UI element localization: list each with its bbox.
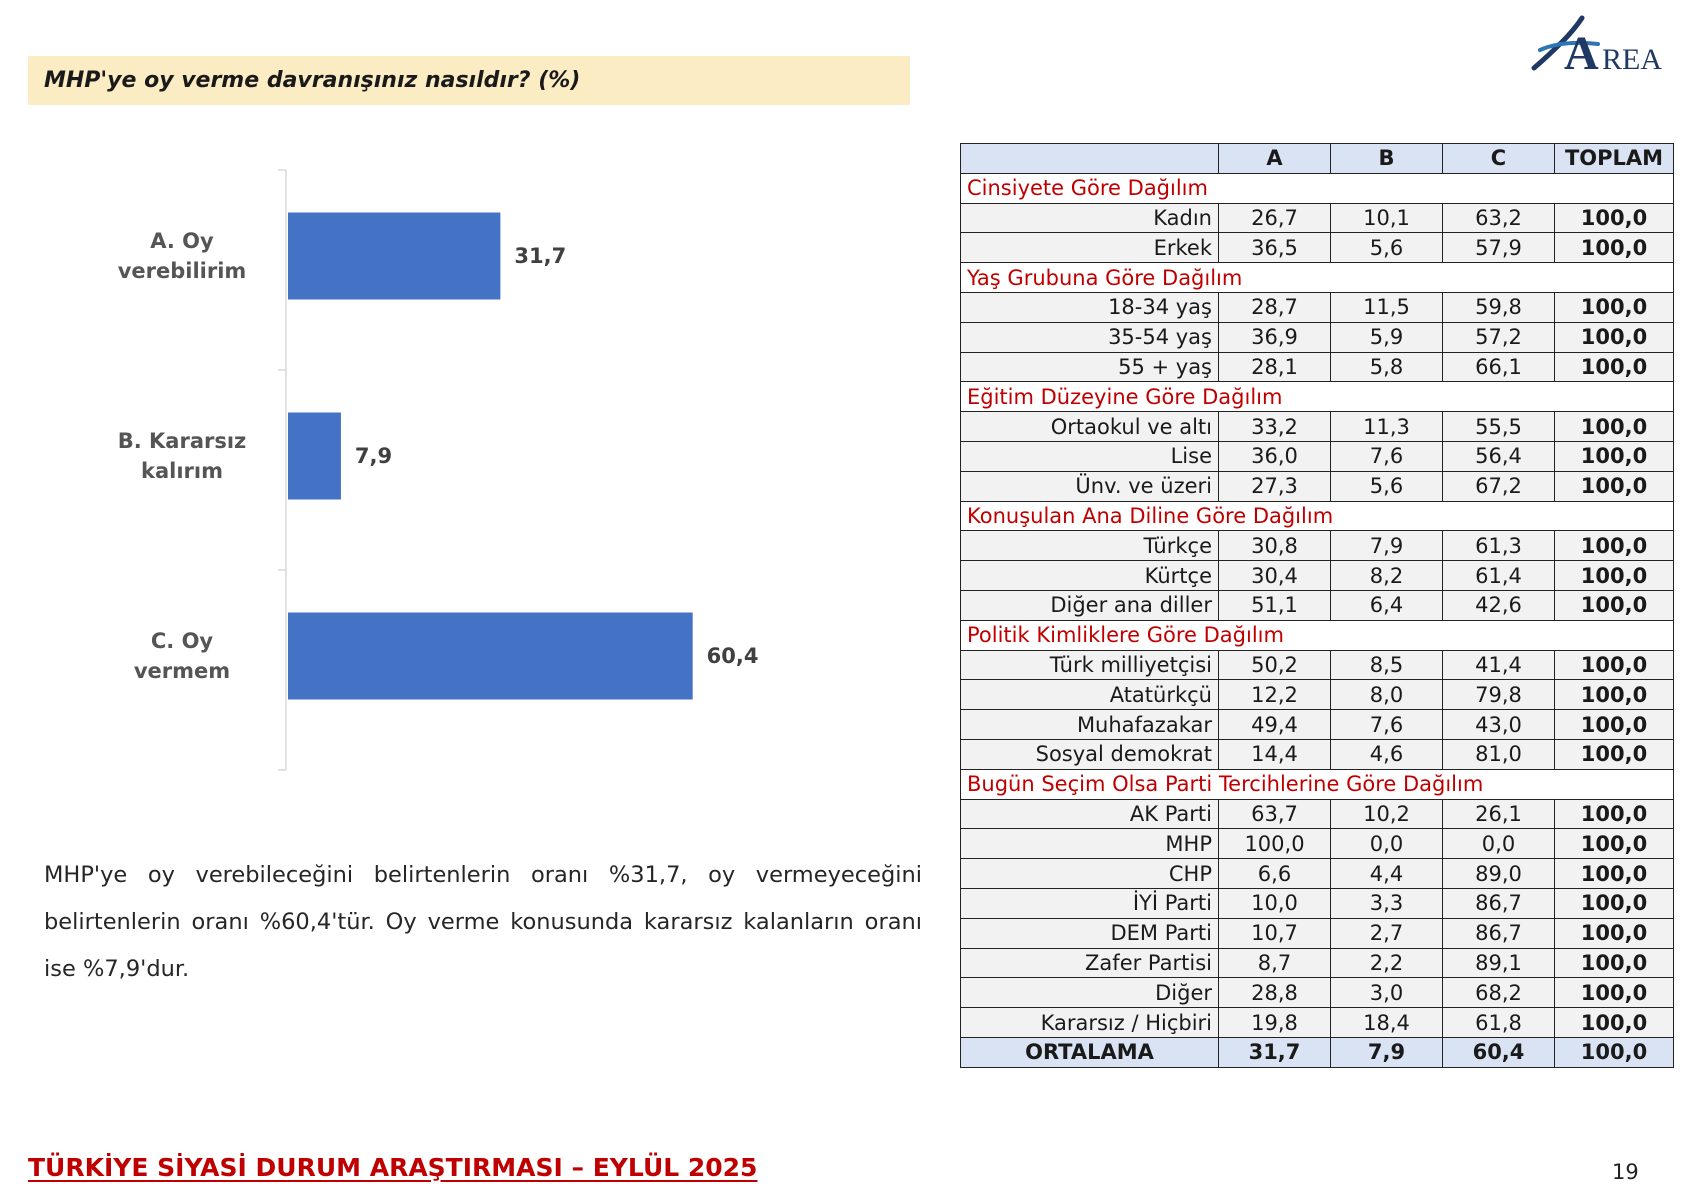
row-label: Ünv. ve üzeri <box>961 471 1219 501</box>
cell-b: 8,2 <box>1331 561 1443 591</box>
cell-b: 10,1 <box>1331 203 1443 233</box>
table-row <box>961 918 1674 948</box>
row-label: Kadın <box>961 203 1219 233</box>
cell-c: 0,0 <box>1443 829 1555 859</box>
cell-total: 100,0 <box>1555 1008 1674 1038</box>
row-label: AK Parti <box>961 799 1219 829</box>
category-label: kalırım <box>141 459 223 483</box>
table-row <box>961 203 1674 233</box>
bar <box>288 413 341 500</box>
cell-b: 5,6 <box>1331 471 1443 501</box>
cell-total: 100,0 <box>1555 948 1674 978</box>
cell-c: 68,2 <box>1443 978 1555 1008</box>
cell-a: 28,1 <box>1219 352 1331 382</box>
table-row <box>961 888 1674 918</box>
row-label: Diğer <box>961 978 1219 1008</box>
cell-a: 30,8 <box>1219 531 1331 561</box>
table-row <box>961 739 1674 769</box>
cell-a: 36,9 <box>1219 322 1331 352</box>
cell-c: 55,5 <box>1443 412 1555 442</box>
area-logo <box>1528 12 1688 78</box>
row-label: Atatürkçü <box>961 680 1219 710</box>
cell-c: 86,7 <box>1443 918 1555 948</box>
cell-a: 36,0 <box>1219 441 1331 471</box>
data-label: 7,9 <box>354 444 393 468</box>
cell-total: 100,0 <box>1555 352 1674 382</box>
table-row <box>961 292 1674 322</box>
page-title <box>28 56 910 105</box>
category-label: verebilirim <box>117 259 247 283</box>
average-label: ORTALAMA <box>961 1037 1219 1067</box>
cell-c: 59,8 <box>1443 292 1555 322</box>
distribution-table <box>960 143 1674 1068</box>
table-row <box>961 1008 1674 1038</box>
cell-c: 42,6 <box>1443 590 1555 620</box>
logo-initial: A <box>1564 27 1599 78</box>
row-label: Türk milliyetçisi <box>961 650 1219 680</box>
bar <box>288 613 693 700</box>
category-label: B. Kararsız <box>117 429 247 453</box>
cell-a: 28,8 <box>1219 978 1331 1008</box>
cell-a: 100,0 <box>1219 829 1331 859</box>
row-label: Ortaokul ve altı <box>961 412 1219 442</box>
row-label: Sosyal demokrat <box>961 739 1219 769</box>
cell-a: 26,7 <box>1219 203 1331 233</box>
cell-a: 33,2 <box>1219 412 1331 442</box>
cell-total: 100,0 <box>1555 292 1674 322</box>
section-row <box>961 501 1674 531</box>
table-row <box>961 561 1674 591</box>
data-label: 31,7 <box>514 244 567 268</box>
table-row <box>961 233 1674 263</box>
row-label: 55 + yaş <box>961 352 1219 382</box>
logo-text: REA <box>1602 43 1662 76</box>
cell-a: 14,4 <box>1219 739 1331 769</box>
cell-total: 100,0 <box>1555 531 1674 561</box>
cell-total: 100,0 <box>1555 710 1674 740</box>
category-label: vermem <box>133 659 231 683</box>
cell-total: 100,0 <box>1555 471 1674 501</box>
footer-title: TÜRKİYE SİYASİ DURUM ARAŞTIRMASI – EYLÜL 2025 <box>28 1153 758 1182</box>
section-title: Konuşulan Ana Diline Göre Dağılım <box>961 501 1674 531</box>
section-title: Politik Kimliklere Göre Dağılım <box>961 620 1674 650</box>
row-label: 35-54 yaş <box>961 322 1219 352</box>
average-a: 31,7 <box>1219 1037 1331 1067</box>
cell-c: 57,9 <box>1443 233 1555 263</box>
table-row <box>961 710 1674 740</box>
cell-b: 5,9 <box>1331 322 1443 352</box>
cell-c: 86,7 <box>1443 888 1555 918</box>
row-label: 18-34 yaş <box>961 292 1219 322</box>
cell-a: 49,4 <box>1219 710 1331 740</box>
page-number: 19 <box>1612 1160 1639 1184</box>
cell-b: 10,2 <box>1331 799 1443 829</box>
cell-c: 89,1 <box>1443 948 1555 978</box>
section-row <box>961 769 1674 799</box>
cell-a: 8,7 <box>1219 948 1331 978</box>
table-row <box>961 441 1674 471</box>
cell-total: 100,0 <box>1555 233 1674 263</box>
cell-total: 100,0 <box>1555 739 1674 769</box>
average-total: 100,0 <box>1555 1037 1674 1067</box>
section-row <box>961 173 1674 203</box>
cell-total: 100,0 <box>1555 918 1674 948</box>
cell-b: 7,6 <box>1331 710 1443 740</box>
cell-b: 8,5 <box>1331 650 1443 680</box>
cell-a: 10,7 <box>1219 918 1331 948</box>
cell-c: 26,1 <box>1443 799 1555 829</box>
cell-total: 100,0 <box>1555 203 1674 233</box>
table-row <box>961 829 1674 859</box>
cell-total: 100,0 <box>1555 680 1674 710</box>
cell-a: 28,7 <box>1219 292 1331 322</box>
cell-a: 51,1 <box>1219 590 1331 620</box>
row-label: Kararsız / Hiçbiri <box>961 1008 1219 1038</box>
cell-b: 18,4 <box>1331 1008 1443 1038</box>
cell-b: 2,7 <box>1331 918 1443 948</box>
cell-total: 100,0 <box>1555 441 1674 471</box>
row-label: İYİ Parti <box>961 888 1219 918</box>
header-cell-b: B <box>1331 144 1443 174</box>
table-row <box>961 680 1674 710</box>
row-label: CHP <box>961 859 1219 889</box>
cell-a: 19,8 <box>1219 1008 1331 1038</box>
average-row <box>961 1037 1674 1067</box>
average-c: 60,4 <box>1443 1037 1555 1067</box>
cell-total: 100,0 <box>1555 859 1674 889</box>
cell-c: 61,3 <box>1443 531 1555 561</box>
cell-a: 50,2 <box>1219 650 1331 680</box>
cell-a: 36,5 <box>1219 233 1331 263</box>
cell-c: 81,0 <box>1443 739 1555 769</box>
cell-total: 100,0 <box>1555 322 1674 352</box>
section-row <box>961 382 1674 412</box>
data-label: 60,4 <box>706 644 759 668</box>
cell-c: 61,8 <box>1443 1008 1555 1038</box>
cell-total: 100,0 <box>1555 799 1674 829</box>
row-label: Türkçe <box>961 531 1219 561</box>
cell-c: 57,2 <box>1443 322 1555 352</box>
section-title: Eğitim Düzeyine Göre Dağılım <box>961 382 1674 412</box>
table-row <box>961 650 1674 680</box>
row-label: Lise <box>961 441 1219 471</box>
row-label: Muhafazakar <box>961 710 1219 740</box>
table-row <box>961 352 1674 382</box>
cell-a: 27,3 <box>1219 471 1331 501</box>
header-cell-empty <box>961 144 1219 174</box>
table-row <box>961 471 1674 501</box>
section-title: Bugün Seçim Olsa Parti Tercihlerine Göre Dağılım <box>961 769 1674 799</box>
cell-c: 43,0 <box>1443 710 1555 740</box>
cell-total: 100,0 <box>1555 829 1674 859</box>
average-b: 7,9 <box>1331 1037 1443 1067</box>
table-row <box>961 412 1674 442</box>
cell-b: 2,2 <box>1331 948 1443 978</box>
cell-b: 7,6 <box>1331 441 1443 471</box>
cell-b: 7,9 <box>1331 531 1443 561</box>
category-label: A. Oy <box>150 229 214 253</box>
section-row <box>961 620 1674 650</box>
cell-b: 11,3 <box>1331 412 1443 442</box>
cell-c: 41,4 <box>1443 650 1555 680</box>
cell-b: 8,0 <box>1331 680 1443 710</box>
table-row <box>961 590 1674 620</box>
section-row <box>961 263 1674 293</box>
cell-total: 100,0 <box>1555 412 1674 442</box>
header-cell-total: TOPLAM <box>1555 144 1674 174</box>
cell-a: 12,2 <box>1219 680 1331 710</box>
cell-total: 100,0 <box>1555 978 1674 1008</box>
table-header-row <box>961 144 1674 174</box>
cell-total: 100,0 <box>1555 888 1674 918</box>
row-label: Zafer Partisi <box>961 948 1219 978</box>
cell-a: 63,7 <box>1219 799 1331 829</box>
cell-total: 100,0 <box>1555 561 1674 591</box>
section-title: Cinsiyete Göre Dağılım <box>961 173 1674 203</box>
cell-b: 6,4 <box>1331 590 1443 620</box>
row-label: Erkek <box>961 233 1219 263</box>
cell-b: 11,5 <box>1331 292 1443 322</box>
description-text: MHP'ye oy verebileceğini belirtenlerin oranı %31,7, oy vermeyeceğini belirtenlerin oranı %60,4'tür. Oy verme konusunda kararsız kalanların oranı ise %7,9'dur. <box>44 862 922 982</box>
cell-b: 3,0 <box>1331 978 1443 1008</box>
table-row <box>961 948 1674 978</box>
cell-c: 66,1 <box>1443 352 1555 382</box>
cell-b: 4,4 <box>1331 859 1443 889</box>
cell-c: 56,4 <box>1443 441 1555 471</box>
cell-c: 79,8 <box>1443 680 1555 710</box>
cell-c: 61,4 <box>1443 561 1555 591</box>
cell-b: 4,6 <box>1331 739 1443 769</box>
cell-b: 5,6 <box>1331 233 1443 263</box>
cell-c: 89,0 <box>1443 859 1555 889</box>
page-title-text: MHP'ye oy verme davranışınız nasıldır? (%) <box>44 68 581 93</box>
section-title: Yaş Grubuna Göre Dağılım <box>961 263 1674 293</box>
bar-chart <box>100 160 860 780</box>
row-label: MHP <box>961 829 1219 859</box>
table-row <box>961 531 1674 561</box>
cell-a: 10,0 <box>1219 888 1331 918</box>
cell-b: 5,8 <box>1331 352 1443 382</box>
table-row <box>961 978 1674 1008</box>
table-row <box>961 859 1674 889</box>
cell-total: 100,0 <box>1555 590 1674 620</box>
header-cell-a: A <box>1219 144 1331 174</box>
cell-total: 100,0 <box>1555 650 1674 680</box>
cell-c: 63,2 <box>1443 203 1555 233</box>
table-row <box>961 799 1674 829</box>
row-label: Diğer ana diller <box>961 590 1219 620</box>
bar <box>288 213 500 300</box>
cell-c: 67,2 <box>1443 471 1555 501</box>
cell-b: 3,3 <box>1331 888 1443 918</box>
cell-a: 6,6 <box>1219 859 1331 889</box>
cell-b: 0,0 <box>1331 829 1443 859</box>
header-cell-c: C <box>1443 144 1555 174</box>
category-label: C. Oy <box>150 629 214 653</box>
row-label: DEM Parti <box>961 918 1219 948</box>
cell-a: 30,4 <box>1219 561 1331 591</box>
table-row <box>961 322 1674 352</box>
row-label: Kürtçe <box>961 561 1219 591</box>
